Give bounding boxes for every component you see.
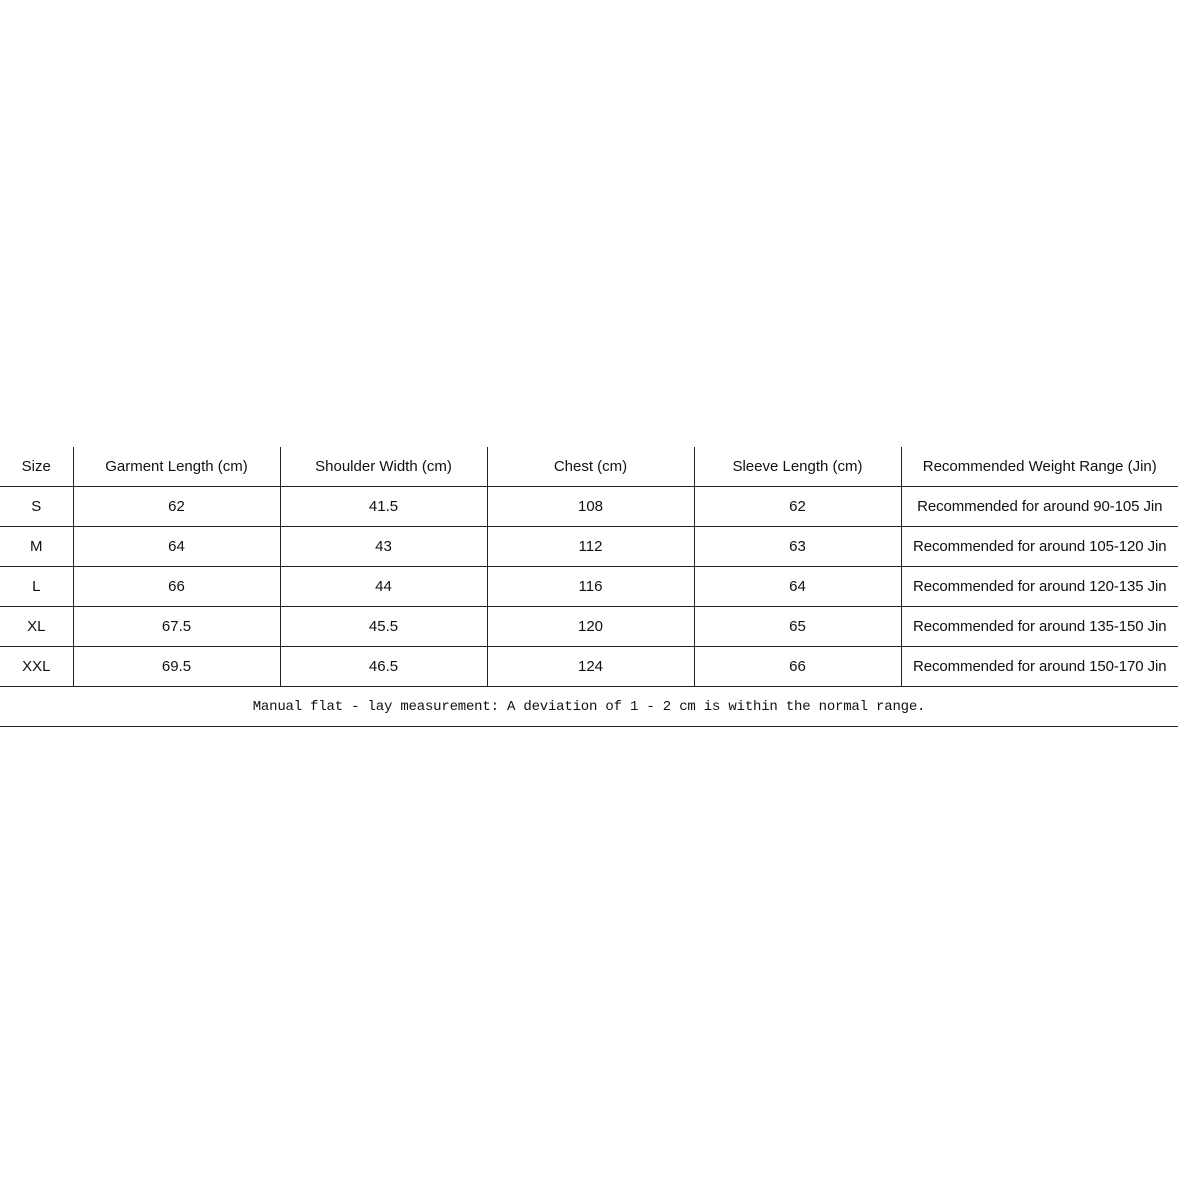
header-garment-length: Garment Length (cm) <box>73 447 280 487</box>
size-chart-table <box>0 447 1178 727</box>
size-cell: M <box>0 527 73 567</box>
size-cell: L <box>0 567 73 607</box>
weight-range-cell: Recommended for around 120-135 Jin <box>901 567 1178 607</box>
note-row <box>0 687 1178 727</box>
shoulder-width-cell: 43 <box>280 527 487 567</box>
shoulder-width-cell: 41.5 <box>280 487 487 527</box>
sleeve-length-cell: 63 <box>694 527 901 567</box>
chest-cell: 120 <box>487 607 694 647</box>
weight-range-cell: Recommended for around 150-170 Jin <box>901 647 1178 687</box>
table-row <box>0 567 1178 607</box>
weight-range-cell: Recommended for around 90-105 Jin <box>901 487 1178 527</box>
shoulder-width-cell: 44 <box>280 567 487 607</box>
garment-length-cell: 64 <box>73 527 280 567</box>
table-row <box>0 527 1178 567</box>
size-cell: XXL <box>0 647 73 687</box>
size-cell: S <box>0 487 73 527</box>
header-weight-range: Recommended Weight Range (Jin) <box>901 447 1178 487</box>
chest-cell: 116 <box>487 567 694 607</box>
sleeve-length-cell: 66 <box>694 647 901 687</box>
table-row <box>0 647 1178 687</box>
chest-cell: 112 <box>487 527 694 567</box>
header-shoulder-width: Shoulder Width (cm) <box>280 447 487 487</box>
header-size: Size <box>0 447 73 487</box>
sleeve-length-cell: 65 <box>694 607 901 647</box>
garment-length-cell: 69.5 <box>73 647 280 687</box>
table-row <box>0 607 1178 647</box>
header-sleeve-length: Sleeve Length (cm) <box>694 447 901 487</box>
table-row <box>0 487 1178 527</box>
header-chest: Chest (cm) <box>487 447 694 487</box>
garment-length-cell: 67.5 <box>73 607 280 647</box>
sleeve-length-cell: 62 <box>694 487 901 527</box>
weight-range-cell: Recommended for around 105-120 Jin <box>901 527 1178 567</box>
size-cell: XL <box>0 607 73 647</box>
measurement-note: Manual flat - lay measurement: A deviation of 1 - 2 cm is within the normal range. <box>0 687 1178 727</box>
shoulder-width-cell: 46.5 <box>280 647 487 687</box>
chest-cell: 108 <box>487 487 694 527</box>
garment-length-cell: 62 <box>73 487 280 527</box>
chest-cell: 124 <box>487 647 694 687</box>
garment-length-cell: 66 <box>73 567 280 607</box>
sleeve-length-cell: 64 <box>694 567 901 607</box>
weight-range-cell: Recommended for around 135-150 Jin <box>901 607 1178 647</box>
header-row <box>0 447 1178 487</box>
shoulder-width-cell: 45.5 <box>280 607 487 647</box>
